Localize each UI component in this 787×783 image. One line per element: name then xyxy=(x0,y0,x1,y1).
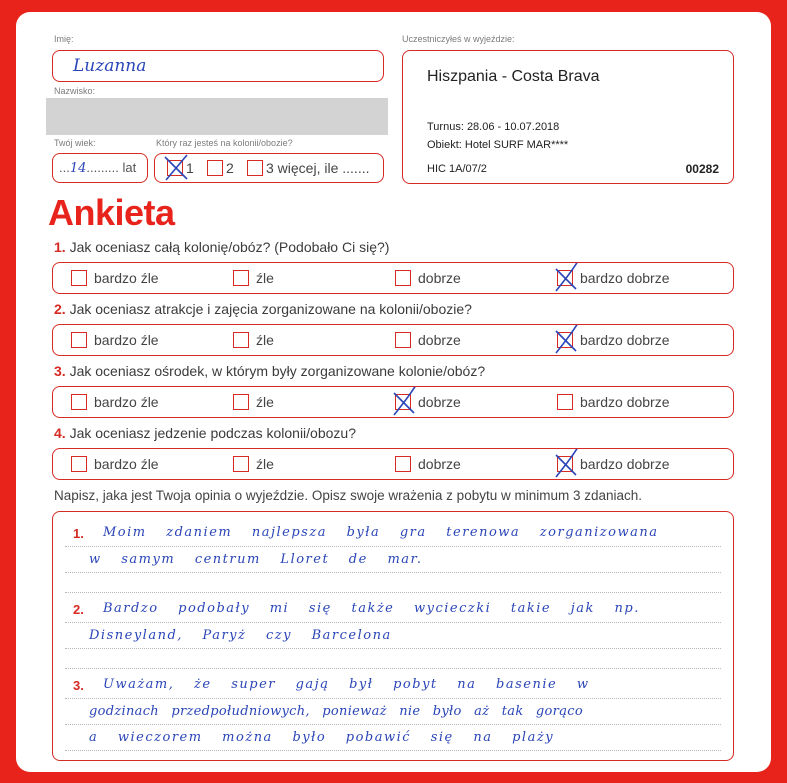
question-text: Jak oceniasz atrakcje i zajęcia zorganizowane na kolonii/obozie? xyxy=(69,301,472,317)
trip-destination: Hiszpania - Costa Brava xyxy=(427,68,600,85)
checkbox[interactable] xyxy=(557,394,573,410)
checkbox[interactable] xyxy=(71,456,87,472)
times-label: Który raz jesteś na kolonii/obozie? xyxy=(156,138,293,148)
q4-option-bardzo-zle[interactable] xyxy=(71,449,159,479)
name-value: Luzanna xyxy=(73,56,147,76)
surname-redacted xyxy=(46,98,388,135)
times-option-label: 2 xyxy=(226,160,234,176)
question-number: 4. xyxy=(54,425,66,441)
checkbox[interactable] xyxy=(233,270,249,286)
checked-cross-icon xyxy=(390,387,420,417)
q2-option-bardzo-zle[interactable] xyxy=(71,325,159,355)
times-checkbox-2[interactable] xyxy=(207,160,223,176)
option-label: bardzo dobrze xyxy=(580,332,670,348)
opinion-box[interactable] xyxy=(52,511,734,761)
q4-option-bardzo-dobrze[interactable] xyxy=(557,449,670,479)
age-field[interactable] xyxy=(52,153,148,183)
survey-sheet xyxy=(16,12,771,772)
q1-option-dobrze[interactable] xyxy=(395,263,461,293)
times-checkbox-3[interactable] xyxy=(247,160,263,176)
times-option-1[interactable] xyxy=(167,160,194,176)
checkbox-checked[interactable] xyxy=(557,456,573,472)
question-text: Jak oceniasz ośrodek, w którym były zorganizowane kolonie/obóz? xyxy=(69,363,486,379)
answer-3-line-1: Uważam, że super gają był pobyt na basenie w xyxy=(103,677,590,692)
checkbox[interactable] xyxy=(233,332,249,348)
q4-option-zle[interactable] xyxy=(233,449,274,479)
q3-option-dobrze[interactable] xyxy=(395,387,461,417)
checkbox[interactable] xyxy=(233,456,249,472)
answer-1-line-2: w samym centrum Lloret de mar. xyxy=(89,552,423,567)
option-label: bardzo źle xyxy=(94,332,159,348)
option-label: źle xyxy=(256,332,274,348)
times-option-2[interactable] xyxy=(207,160,234,176)
option-label: dobrze xyxy=(418,332,461,348)
times-option-label: 3 więcej, ile ....... xyxy=(266,160,370,176)
answer-2-line-2: Disneyland, Paryż czy Barcelona xyxy=(89,628,392,643)
q1-option-bardzo-dobrze[interactable] xyxy=(557,263,670,293)
ruled-line xyxy=(65,750,721,751)
ruled-line xyxy=(65,622,721,623)
option-label: źle xyxy=(256,394,274,410)
ruled-line xyxy=(65,648,721,649)
question-4 xyxy=(54,425,356,441)
q4-option-dobrze[interactable] xyxy=(395,449,461,479)
question-3-options xyxy=(52,386,734,418)
question-4-options xyxy=(52,448,734,480)
checked-cross-icon xyxy=(552,449,582,479)
answer-2-line-1: Bardzo podobały mi się także wycieczki takie jak np. xyxy=(103,601,640,616)
trip-number: 00282 xyxy=(685,162,719,176)
answer-number: 1. xyxy=(73,526,84,541)
q2-option-bardzo-dobrze[interactable] xyxy=(557,325,670,355)
checkbox[interactable] xyxy=(395,456,411,472)
question-2-options xyxy=(52,324,734,356)
q3-option-bardzo-zle[interactable] xyxy=(71,387,159,417)
checkbox[interactable] xyxy=(71,332,87,348)
opinion-prompt: Napisz, jaka jest Twoja opinia o wyjeździe. Opisz swoje wrażenia z pobytu w minimum 3 zdaniach. xyxy=(54,488,643,503)
trip-box xyxy=(402,50,734,184)
times-checkbox-1[interactable] xyxy=(167,160,183,176)
age-prefix: ... xyxy=(59,160,70,175)
option-label: bardzo źle xyxy=(94,456,159,472)
checkbox[interactable] xyxy=(233,394,249,410)
question-number: 1. xyxy=(54,239,66,255)
answer-3-line-3: a wieczorem można było pobawić się na plaży xyxy=(89,730,555,745)
q3-option-bardzo-dobrze[interactable] xyxy=(557,387,670,417)
checkbox-checked[interactable] xyxy=(557,332,573,348)
checkbox-checked[interactable] xyxy=(557,270,573,286)
checked-cross-icon xyxy=(552,263,582,293)
checkbox[interactable] xyxy=(395,332,411,348)
ruled-line xyxy=(65,668,721,669)
question-text: Jak oceniasz całą kolonię/obóz? (Podobało Ci się?) xyxy=(69,239,390,255)
question-3 xyxy=(54,363,485,379)
question-number: 3. xyxy=(54,363,66,379)
survey-title: Ankieta xyxy=(48,192,175,233)
option-label: bardzo dobrze xyxy=(580,456,670,472)
trip-label: Uczestniczyłeś w wyjeździe: xyxy=(402,34,515,44)
times-option-label: 1 xyxy=(186,160,194,176)
ruled-line xyxy=(65,724,721,725)
question-number: 2. xyxy=(54,301,66,317)
checkbox[interactable] xyxy=(71,394,87,410)
name-label: Imię: xyxy=(54,34,74,44)
trip-code: HIC 1A/07/2 xyxy=(427,163,487,175)
ruled-line xyxy=(65,546,721,547)
question-text: Jak oceniasz jedzenie podczas kolonii/obozu? xyxy=(69,425,356,441)
q3-option-zle[interactable] xyxy=(233,387,274,417)
question-1 xyxy=(54,239,389,255)
option-label: dobrze xyxy=(418,270,461,286)
q1-option-bardzo-zle[interactable] xyxy=(71,263,159,293)
ruled-line xyxy=(65,698,721,699)
age-value: 14 xyxy=(69,161,87,176)
option-label: bardzo dobrze xyxy=(580,394,670,410)
ruled-line xyxy=(65,572,721,573)
times-option-3[interactable] xyxy=(247,160,369,176)
age-suffix: ......... lat xyxy=(86,160,137,175)
age-label: Twój wiek: xyxy=(54,138,96,148)
name-field[interactable] xyxy=(52,50,384,82)
ruled-line xyxy=(65,592,721,593)
option-label: źle xyxy=(256,456,274,472)
option-label: bardzo źle xyxy=(94,270,159,286)
q2-option-zle[interactable] xyxy=(233,325,274,355)
question-2 xyxy=(54,301,472,317)
surname-label: Nazwisko: xyxy=(54,86,96,96)
checkbox[interactable] xyxy=(71,270,87,286)
checkbox[interactable] xyxy=(395,270,411,286)
question-1-options xyxy=(52,262,734,294)
option-label: dobrze xyxy=(418,456,461,472)
answer-number: 2. xyxy=(73,602,84,617)
answer-1-line-1: Moim zdaniem najlepsza była gra terenowa zorganizowana xyxy=(103,525,659,540)
times-field xyxy=(154,153,384,183)
q1-option-zle[interactable] xyxy=(233,263,274,293)
trip-turnus: Turnus: 28.06 - 10.07.2018 xyxy=(427,121,560,133)
answer-number: 3. xyxy=(73,678,84,693)
trip-obiekt: Obiekt: Hotel SURF MAR**** xyxy=(427,139,569,151)
answer-3-line-2: godzinach przedpołudniowych, ponieważ nie było aż tak gorąco xyxy=(89,704,583,719)
option-label: bardzo źle xyxy=(94,394,159,410)
option-label: bardzo dobrze xyxy=(580,270,670,286)
checkbox-checked[interactable] xyxy=(395,394,411,410)
option-label: źle xyxy=(256,270,274,286)
q2-option-dobrze[interactable] xyxy=(395,325,461,355)
option-label: dobrze xyxy=(418,394,461,410)
checked-cross-icon xyxy=(552,325,582,355)
